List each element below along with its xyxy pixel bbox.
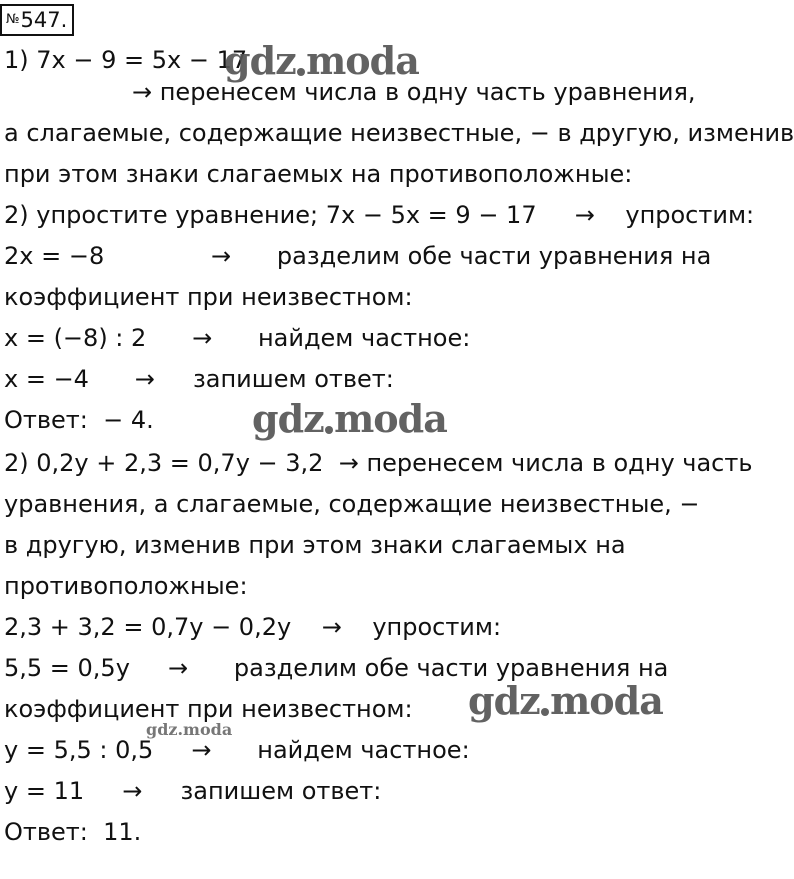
solution-line-1: 1) 7x − 9 = 5x − 17 xyxy=(4,46,248,74)
watermark-part1: gdz xyxy=(252,396,324,441)
solution-line-14: противоположные: xyxy=(4,572,248,600)
solution-line-11: 2) 0,2y + 2,3 = 0,7y − 3,2 → перенесем числа в одну часть xyxy=(4,449,753,477)
solution-line-3: а слагаемые, содержащие неизвестные, − в другую, изменив xyxy=(4,119,794,147)
solution-line-6: 2x = −8 → разделим обе части уравнения на xyxy=(4,242,712,270)
watermark-part2: moda xyxy=(334,396,447,441)
watermark-part2: moda xyxy=(306,38,419,83)
solution-line-4: при этом знаки слагаемых на противоположные: xyxy=(4,160,633,188)
solution-line-7: коэффициент при неизвестном: xyxy=(4,283,413,311)
solution-line-19: y = 11 → запишем ответ: xyxy=(4,777,382,805)
answer-line-1: Ответ: − 4. xyxy=(4,406,154,434)
solution-line-12: уравнения, а слагаемые, содержащие неизвестные, − xyxy=(4,490,700,518)
number-sign: № xyxy=(6,12,20,27)
solution-line-8: x = (−8) : 2 → найдем частное: xyxy=(4,324,471,352)
solution-line-2: → перенесем числа в одну часть уравнения, xyxy=(132,78,696,106)
solution-line-13: в другую, изменив при этом знаки слагаемых на xyxy=(4,531,626,559)
watermark-part1: gdz xyxy=(224,38,296,83)
solution-line-18: y = 5,5 : 0,5 → найдем частное: xyxy=(4,736,470,764)
watermark-part2: moda xyxy=(183,720,233,739)
solution-line-16: 5,5 = 0,5y → разделим обе части уравнения на xyxy=(4,654,669,682)
watermark-part2: moda xyxy=(550,678,663,723)
solution-line-5: 2) упростите уравнение; 7x − 5x = 9 − 17 → упростим: xyxy=(4,201,755,229)
problem-number: 547. xyxy=(20,8,68,32)
watermark-part1: gdz xyxy=(468,678,540,723)
watermark-part1: gdz xyxy=(146,720,178,739)
watermark-logo-2 xyxy=(252,396,447,441)
watermark-dot-icon xyxy=(325,426,333,434)
solution-line-9: x = −4 → запишем ответ: xyxy=(4,365,394,393)
solution-line-15: 2,3 + 3,2 = 0,7y − 0,2y → упростим: xyxy=(4,613,502,641)
answer-line-2: Ответ: 11. xyxy=(4,818,142,846)
watermark-logo-1 xyxy=(224,38,419,83)
watermark-dot-icon xyxy=(541,708,549,716)
problem-number-badge xyxy=(0,4,74,36)
watermark-dot-icon xyxy=(297,68,305,76)
solution-line-17: коэффициент при неизвестном: xyxy=(4,695,413,723)
watermark-logo-3 xyxy=(468,678,663,723)
watermark-logo-small: gdz.moda xyxy=(146,720,233,739)
